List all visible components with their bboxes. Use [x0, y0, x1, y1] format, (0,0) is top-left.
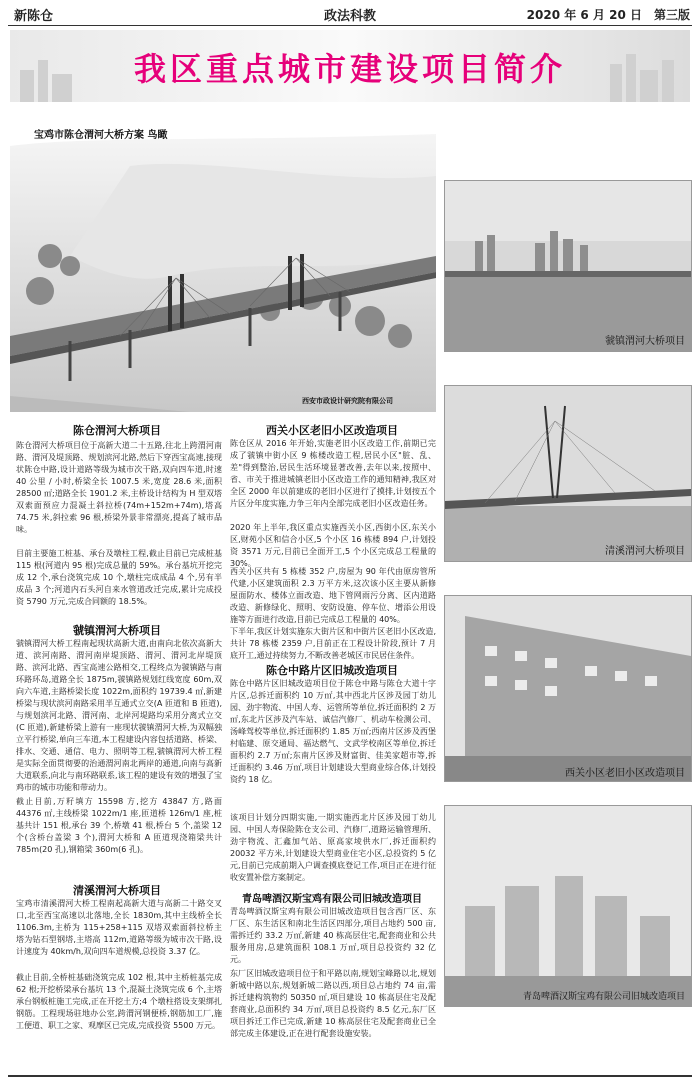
hero-credit: 西安市政设计研究院有限公司 — [302, 397, 393, 405]
tsingtao-redevelopment-image — [445, 806, 691, 1006]
section-title-qingxi-bridge: 清溪渭河大桥项目 — [73, 884, 161, 897]
paragraph-qingxi-2: 截止目前,全桥桩基础浇筑完成 102 根,其中主桥桩基完成 62 根;开挖桥梁承台基坑 13 个,混凝土浇筑完成 6 个,主塔承台钢板桩施工完成,正在开挖土方;4 个墩柱搭设支架绑扎钢筋。工程现场驻地办公室,跨渭河钢便桥,钢筋加工厂,施工便道、职工之家、观摩区已完成,完成投资 5500 万元。 — [16, 973, 222, 1030]
section-title-tsingtao: 青岛啤酒汉斯宝鸡有限公司旧城改造项目 — [242, 894, 422, 905]
paragraph-chencang-road-2: 该项目计划分四期实施,一期实施西北片区涉及园丁幼儿园、中国人寿保险陈仓支公司、汽修厂,道路运输管理所、劲宇物流、汇鑫加气站、原高家堎供水厂,拆迁面积约 20032 平方米,计划建设大型商业住宅小区,总投资约 5 亿元,目前已完成前期入户调查摸底登记工作,项目正在进行征收安置补偿方案制定。 — [230, 813, 436, 882]
paragraph-xiguan-2: 2020 年上半年,我区重点实施西关小区,西街小区,东关小区,财苑小区和信合小区,5 个小区 16 栋楼 894 户,计划投资 3571 万元,目前已全面开工,5 个小区完成总工程量的 30%。 — [230, 523, 436, 568]
newspaper-name: 新陈仓 — [14, 9, 54, 24]
hero-caption: 宝鸡市陈仓渭河大桥方案 鸟瞰 — [34, 130, 168, 141]
photo-qingxi-bridge — [444, 385, 692, 562]
paragraph-xiguan-3: 西关小区共有 5 栋楼 352 户,房屋为 90 年代由原房管所代建,小区建筑面积 2.3 万平方米,这次该小区主要从新修屋面防水、楼体立面改造、地下管网雨污分离、区内道路改造、新修绿化、照明、安防设施、停车位、增添公用设施等方面进行改造,目前已完成总工程量的 40%。 — [230, 567, 436, 624]
section-title-guozhen-bridge: 虢镇渭河大桥项目 — [73, 624, 161, 637]
caption-xiguan: 西关小区老旧小区改造项目 — [565, 768, 685, 779]
section-title-chencang-bridge: 陈仓渭河大桥项目 — [73, 424, 161, 437]
section-name: 政法科教 — [323, 9, 376, 24]
guozhen-bridge-image — [445, 181, 691, 351]
photo-guozhen-bridge — [444, 180, 692, 352]
paragraph-chencang-road-1: 陈仓中路片区旧城改造项目位于陈仓中路与陈仓大道十字片区,总拆迁面积约 10 万㎡,其中西北片区涉及园丁幼儿园、劲宇物流、中国人寿、运管所等单位,拆迁面积约 2 万㎡,东北片区涉及汽车站、诚信汽修厂、机动车检测公司、汤峰驾校等单位,拆迁面积约 1.85 万㎡;西南片区涉及西堡村临建、原交通局、福达燃气、文武学校南区等单位,拆迁面积约 2.7 万㎡;东南片区涉及财富街、佳美家超市等,拆迁面积约 3.46 万㎡,项目计划建设大型商业综合体,计划投资约 18 亿。 — [230, 679, 436, 784]
header-divider — [8, 25, 692, 26]
caption-qingxi: 清溪渭河大桥项目 — [605, 546, 685, 557]
paragraph-chencang-2: 目前主要施工桩基、承台及墩柱工程,截止目前已完成桩基 115 根(河道内 95 根)完成总量的 59%。承台基坑开挖完成 12 个,承台浇筑完成 10 个,墩柱完成成品 4 个,另有半成品 3 个;河道内石头河自来水管道改迁完成,累计完成投资 5790 万元,完成合同额的 18.5%。 — [16, 549, 222, 606]
section-title-xiguan: 西关小区老旧小区改造项目 — [266, 424, 398, 437]
issue-date: 2020 年 6 月 20 日 第三版 — [526, 8, 690, 22]
caption-tsingtao: 青岛啤酒汉斯宝鸡有限公司旧城改造项目 — [522, 992, 685, 1002]
paragraph-tsingtao-1: 青岛啤酒汉斯宝鸡有限公司旧城改造项目包含西厂区、东厂区、东生活区和南北生活区四部分,项目占地约 500 亩,需拆迁约 33.2 万㎡,新建 40 栋高层住宅,配套商业和公共服务用房,总建筑面积 108.1 万㎡,项目总投资约 32 亿元。 — [230, 907, 436, 964]
paragraph-xiguan-4: 下半年,我区计划实施东大街片区和中街片区老旧小区改造,共计 78 栋楼 2359 户,目前正在工程设计阶段,预计 7 月底开工,通过持续努力,不断改善老城区市民居住条件。 — [230, 627, 436, 660]
footer-divider — [8, 1075, 692, 1077]
photo-xiguan-community — [444, 595, 692, 782]
paragraph-chencang-1: 陈仓渭河大桥项目位于高新大道二十五路,往北上跨渭河南路、渭河及堤顶路、规划滨河北路,然后下穿西宝高速,接现状陈仓中路,设计道路等级为城市次干路,双向四车道,时速 40 公里 / 小时,桥梁全长 1007.5 米,宽度 28.6 米,面积 28500 ㎡;道路全长 1901.2 米,主桥设计结构为 H 型双塔双索面预应力混凝土斜拉桥(74m+152m+74m),塔高 74.75 米,斜拉索 96 根,桥梁外景非常漂亮,提高了城市品味。 — [16, 441, 222, 534]
xiguan-community-image — [445, 596, 691, 781]
hero-bridge-rendering — [10, 106, 436, 412]
qingxi-bridge-image — [445, 386, 691, 561]
paragraph-guozhen-1: 虢镇渭河大桥工程南起现状高新大道,由南向北依次高新大道、滨河南路、渭河南岸堤顶路、渭河、渭河北岸堤顶路、滨河北路、西宝高速公路相交,工程终点为虢镇路与南环路环岛,道路全长 1875m,虢镇路规划红线宽度 60m,双向六车道,主路桥梁长度 1022m,面积约 19739.4 ㎡,新建桥梁与现状滨河南路采用半互通式立交(A 匝道和 B 匝道),与规划滨河北路、渭河南、北岸河堤路均采用分离式立交(C 匝道),新建桥梁上游有一座现状虢镇渭河大桥,为双幅独立平行桥梁,单向三车道,本工程建设内容包括道路、桥梁、排水、交通、通信、电力、照明等工程,虢镇渭河大桥工程是实际全面贯彻要的治通渭河南北两岸的通道,向南与高新大道联系,向北与南环路联系,该工程的建设有效的增强了宝鸡市的城市功能和带动力。 — [16, 639, 222, 792]
title-banner — [10, 30, 690, 102]
paragraph-xiguan-1: 陈仓区从 2016 年开始,实施老旧小区改造工作,前期已完成了虢镇中街小区 9 栋楼改造工程,居民小区"脏、乱、差"得到整治,居民生活环境显著改善,去年以来,按照中、省、市关于推进城镇老旧小区改造工作的通知精神,我区对全区 2000 年以前建成的老旧小区进行了摸排,计划按五个片区分年度实施,力争三年内全部完成老旧小区改造任务。 — [230, 439, 436, 508]
paragraph-qingxi-1: 宝鸡市清溪渭河大桥工程南起高新大道与高新二十路交叉口,北至西宝高速以北落地,全长 1830m,其中主线桥全长 1106.3m,主桥为 115+258+115 双塔双索面斜拉桥主塔为钻石型钢塔,主塔高 112m,道路等级为城市次干路,设计速度为 40km/h,双向四车道规模,总投资 3.37 亿。 — [16, 899, 222, 956]
photo-tsingtao-redevelopment — [444, 805, 692, 1007]
paragraph-guozhen-2: 截止目前,万籽填方 15598 方,挖方 43847 方,路面 44376 ㎡,主线桥梁 1022m/1 座,匝道桥 126m/1 座,桩基共计 151 根,承台 39 个,桥墩 41 根,桥台 5 个,盖梁 12 个(含桥台盖梁 3 个),渭河大桥和 A 匝道现浇箱梁共计 785m(20 孔),钢箱梁 360m(6 孔)。 — [16, 797, 222, 854]
bridge-aerial-illustration — [10, 106, 436, 412]
page-title: 我区重点城市建设项目简介 — [133, 50, 566, 88]
page-header — [0, 0, 700, 26]
paragraph-tsingtao-2: 东厂区旧城改造项目位于和平路以南,规划宝峰路以北,规划新城中路以东,规划新城二路以西,项目总占地约 74 亩,需拆迁建构筑物约 50350 ㎡,项目建设 10 栋高层住宅及配套商业,总面积约 34 万㎡,项目总投资约 8.5 亿元,东厂区项目拆迁工作已完成,新建 10 栋高层住宅及配套商业已全部完成主体建设,正在进行配套设施安装。 — [230, 969, 436, 1038]
section-title-chencang-road: 陈仓中路片区旧城改造项目 — [266, 664, 398, 677]
caption-guozhen: 虢镇渭河大桥项目 — [605, 336, 685, 347]
